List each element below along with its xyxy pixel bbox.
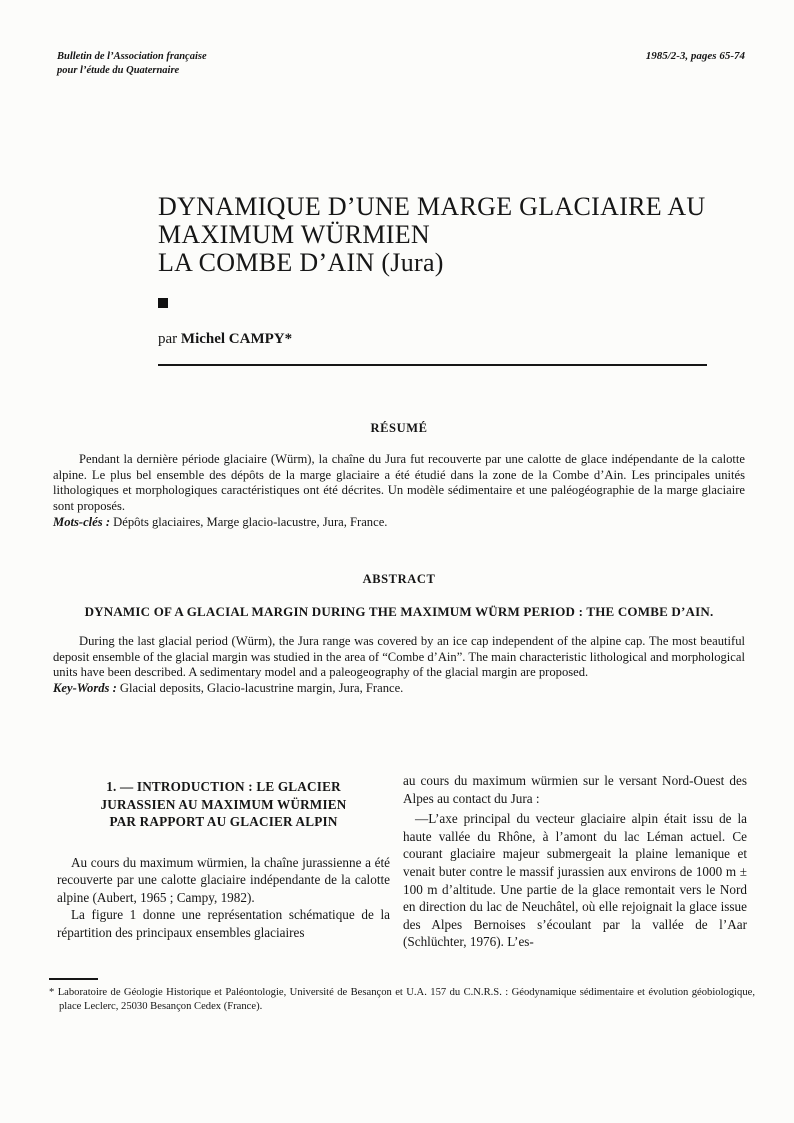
abstract-subtitle: DYNAMIC OF A GLACIAL MARGIN DURING THE MAXIMUM WÜRM PERIOD : THE COMBE D’AIN. — [84, 604, 714, 619]
section1-heading-line1: 1. — INTRODUCTION : LE GLACIER — [106, 779, 341, 794]
issue-pages-info: 1985/2-3, pages 65-74 — [645, 50, 745, 62]
title-line-1: DYNAMIQUE D’UNE MARGE GLACIAIRE AU — [158, 192, 706, 221]
resume-section — [53, 421, 745, 530]
intro-two-columns — [57, 772, 747, 951]
title-line-3: LA COMBE D’AIN (Jura) — [158, 248, 444, 277]
section1-heading-line3: PAR RAPPORT AU GLACIER ALPIN — [109, 814, 338, 829]
intro-column-left — [57, 772, 390, 951]
section1-right-body — [403, 772, 747, 951]
article-title — [158, 193, 728, 277]
resume-keywords-label: Mots-clés : — [53, 514, 111, 529]
resume-heading: RÉSUMÉ — [370, 421, 428, 435]
abstract-body: During the last glacial period (Würm), the Jura range was covered by an ice cap independent of the alpine cap. The most beautiful deposit ensemble of the glacial margin was studied in the area of “Combe d’Ain”. The main characteristic lithological and morphological units have been described. A sedimentary model and a paleogeography of the glacial margin are proposed. — [53, 634, 745, 680]
title-line-2: MAXIMUM WÜRMIEN — [158, 220, 430, 249]
section1-heading-line2: JURASSIEN AU MAXIMUM WÜRMIEN — [100, 796, 347, 812]
abstract-section — [53, 572, 745, 697]
paragraph: —L’axe principal du vecteur glaciaire alpin était issu de la haute vallée du Rhône, à l’amont du lac Léman actuel. Ce courant glaciaire majeur submergeait la plaine lemanique et venait buter contre le massif jurassien aux environs de 1000 m ± 100 m d’altitude. Une partie de la glace remontait vers le Nord en direction du lac de Neuchâtel, où elle rejoignait la glace issue des Alpes Bernoises s’écoulant par la vallée de l’Aar (Schlüchter, 1976). L’es- — [403, 811, 747, 950]
author-prefix: par — [158, 331, 181, 347]
resume-keywords-line — [53, 515, 745, 531]
paragraph: Au cours du maximum würmien, la chaîne jurassienne a été recouverte par une calotte glaciaire indépendante de la calotte alpine (Aubert, 1965 ; Campy, 1982). — [57, 854, 390, 905]
section-square-marker — [158, 298, 168, 308]
abstract-keywords-label: Key-Words : — [53, 681, 117, 696]
title-divider-rule — [158, 364, 707, 366]
author-name: Michel CAMPY* — [180, 331, 293, 347]
resume-body: Pendant la dernière période glaciaire (Würm), la chaîne du Jura fut recouverte par une calotte de glace indépendante de la calotte alpine. Le plus bel ensemble des dépôts de la marge glaciaire a été étudié dans la zone de la Combe d’Ain. Les principales unités lithologiques et morphologiques caractéristiques ont été décrites. Un modèle sédimentaire et une paléogéographie de la marge glaciaire sont proposés. — [53, 452, 745, 513]
journal-header — [57, 50, 207, 77]
footnote-block — [49, 978, 755, 1014]
resume-keywords-text: Dépôts glaciaires, Marge glacio-lacustre, Jura, France. — [110, 514, 388, 529]
footnote-divider-rule — [49, 978, 98, 980]
abstract-keywords-line — [53, 681, 745, 697]
section1-left-body — [57, 854, 390, 942]
paragraph: La figure 1 donne une représentation schématique de la répartition des principaux ensembles glaciaires — [57, 907, 390, 940]
section1-heading — [57, 772, 390, 831]
journal-name-line2: pour l’étude du Quaternaire — [57, 64, 180, 76]
paragraph: au cours du maximum würmien sur le versant Nord-Ouest des Alpes au contact du Jura : — [403, 773, 747, 806]
abstract-keywords-text: Glacial deposits, Glacio-lacustrine margin, Jura, France. — [116, 681, 404, 696]
footnote-text: * Laboratoire de Géologie Historique et Paléontologie, Université de Besançon et U.A. 157 du C.N.R.S. : Géodynamique sédimentaire et évolution géobiologique, place Leclerc, 25030 Besançon Cedex (France). — [49, 987, 755, 1012]
abstract-heading: ABSTRACT — [362, 572, 436, 586]
author-line — [158, 331, 292, 348]
intro-column-right — [403, 772, 747, 951]
journal-name-line1: Bulletin de l’Association française — [57, 51, 207, 62]
